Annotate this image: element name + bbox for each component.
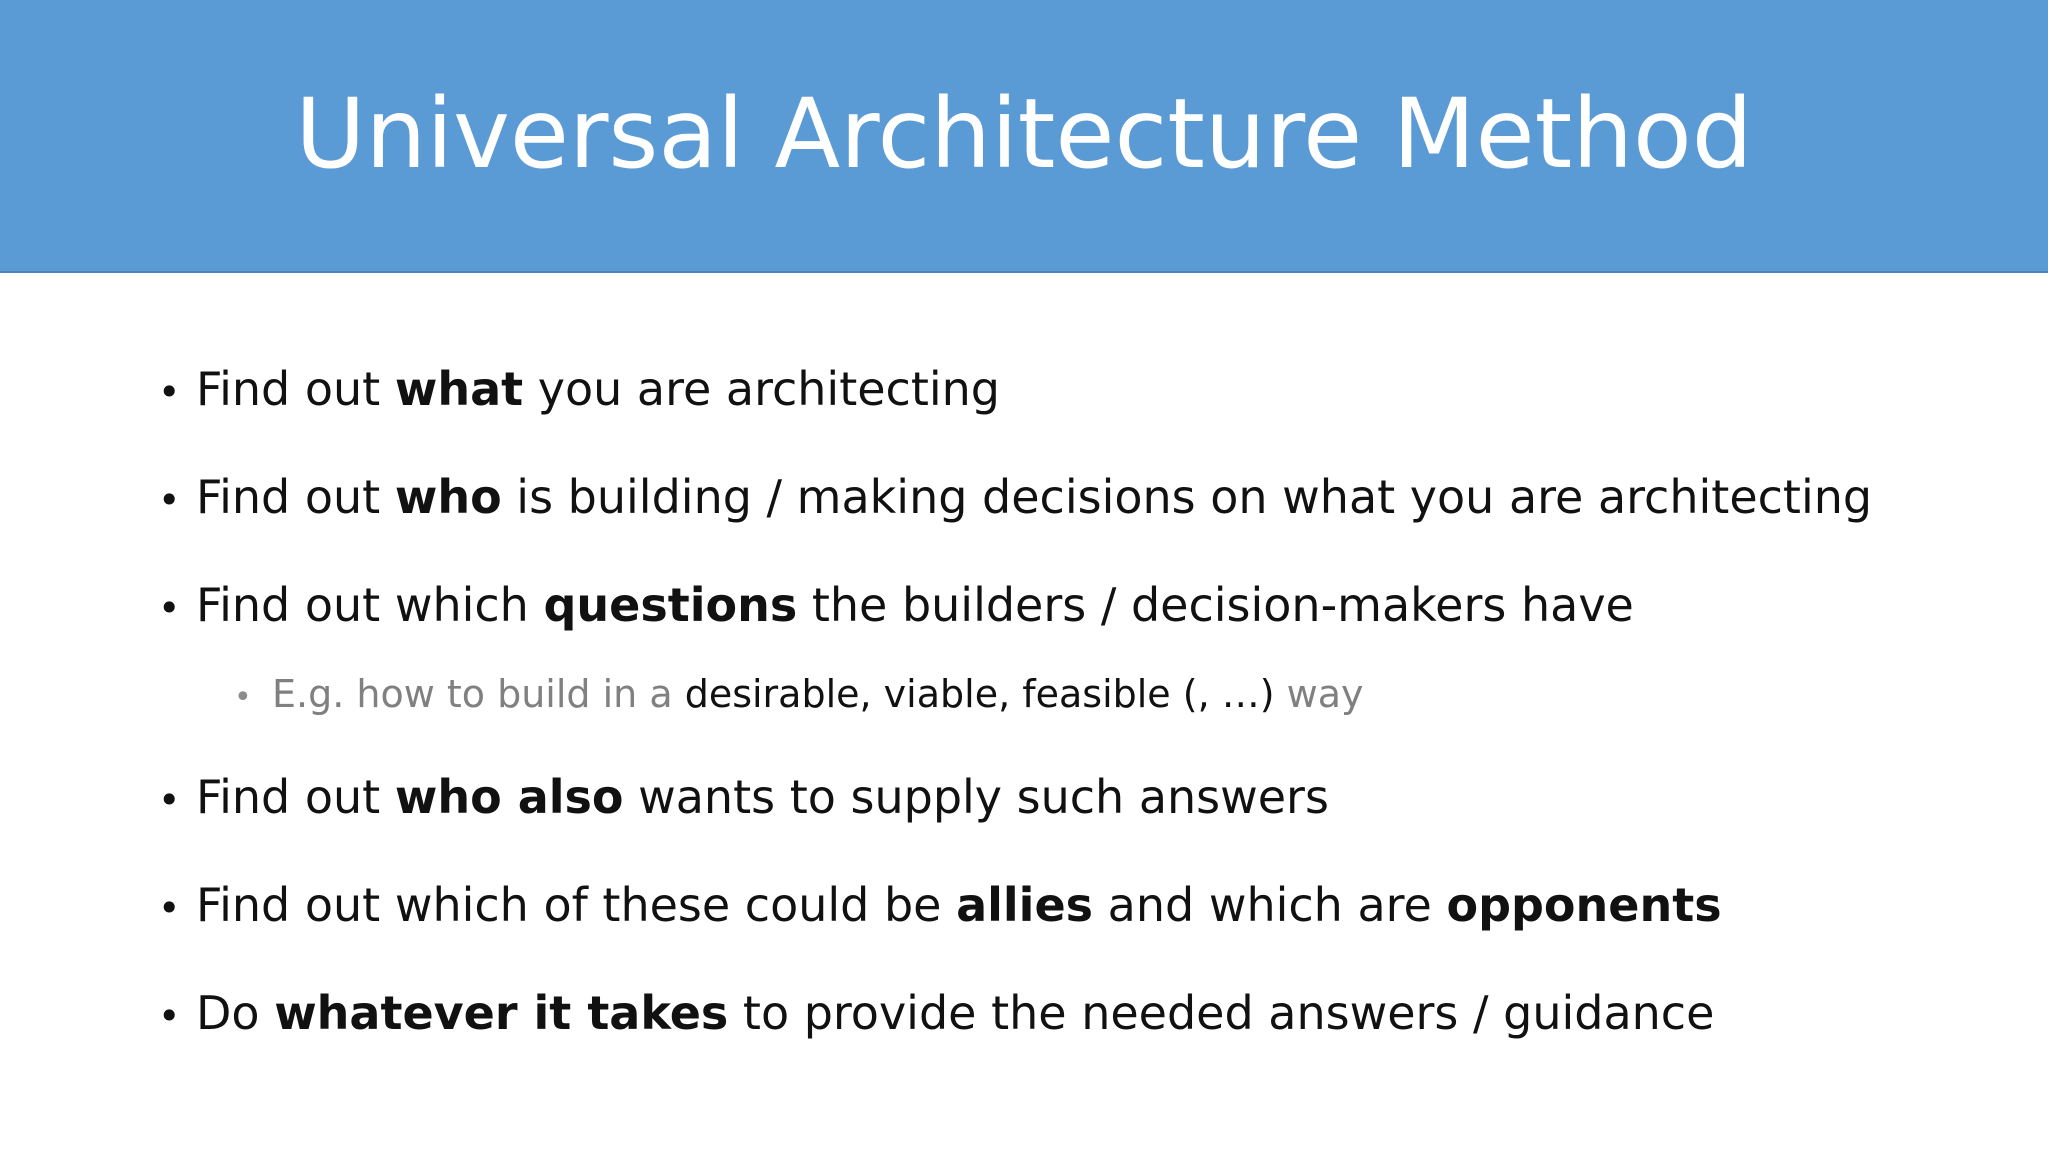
bullet-dot-icon: • bbox=[158, 994, 181, 1038]
bullet-dot-icon: • bbox=[158, 586, 181, 630]
bullet-text: Find out who also wants to supply such answers bbox=[196, 770, 1329, 824]
bullet-emphasis: what bbox=[394, 362, 524, 416]
bullet-text: Find out what you are architecting bbox=[196, 362, 1000, 416]
bullet-dot-icon: • bbox=[158, 478, 181, 522]
bullet-who-also bbox=[158, 770, 1329, 824]
bullet-dot-icon: • bbox=[158, 370, 181, 414]
bullet-emphasis: questions bbox=[543, 578, 798, 632]
sub-bullet-text: E.g. how to build in a desirable, viable, feasible (, …) way bbox=[272, 672, 1364, 716]
sub-bullet-dot-icon: • bbox=[234, 680, 252, 715]
bullet-text: Find out which questions the builders / decision-makers have bbox=[196, 578, 1634, 632]
sub-bullet-example bbox=[234, 672, 1364, 716]
bullet-emphasis: allies bbox=[956, 878, 1094, 932]
slide-title: Universal Architecture Method bbox=[295, 77, 1753, 190]
bullet-allies-opponents bbox=[158, 878, 1722, 932]
bullet-questions bbox=[158, 578, 1634, 632]
bullet-dot-icon: • bbox=[158, 886, 181, 930]
bullet-text: Find out who is building / making decisions on what you are architecting bbox=[196, 470, 1873, 524]
bullet-emphasis: who also bbox=[394, 770, 624, 824]
bullet-whatever-it-takes bbox=[158, 986, 1714, 1040]
bullet-text: Do whatever it takes to provide the needed answers / guidance bbox=[196, 986, 1715, 1040]
bullet-dot-icon: • bbox=[158, 778, 181, 822]
bullet-emphasis: opponents bbox=[1446, 878, 1722, 932]
sub-bullet-highlight: desirable, viable, feasible (, …) bbox=[684, 672, 1275, 716]
bullet-what bbox=[158, 362, 1000, 416]
bullet-text: Find out which of these could be allies and which are opponents bbox=[196, 878, 1722, 932]
bullet-emphasis: who bbox=[394, 470, 502, 524]
bullet-who bbox=[158, 470, 1872, 524]
bullet-emphasis: whatever it takes bbox=[274, 986, 729, 1040]
